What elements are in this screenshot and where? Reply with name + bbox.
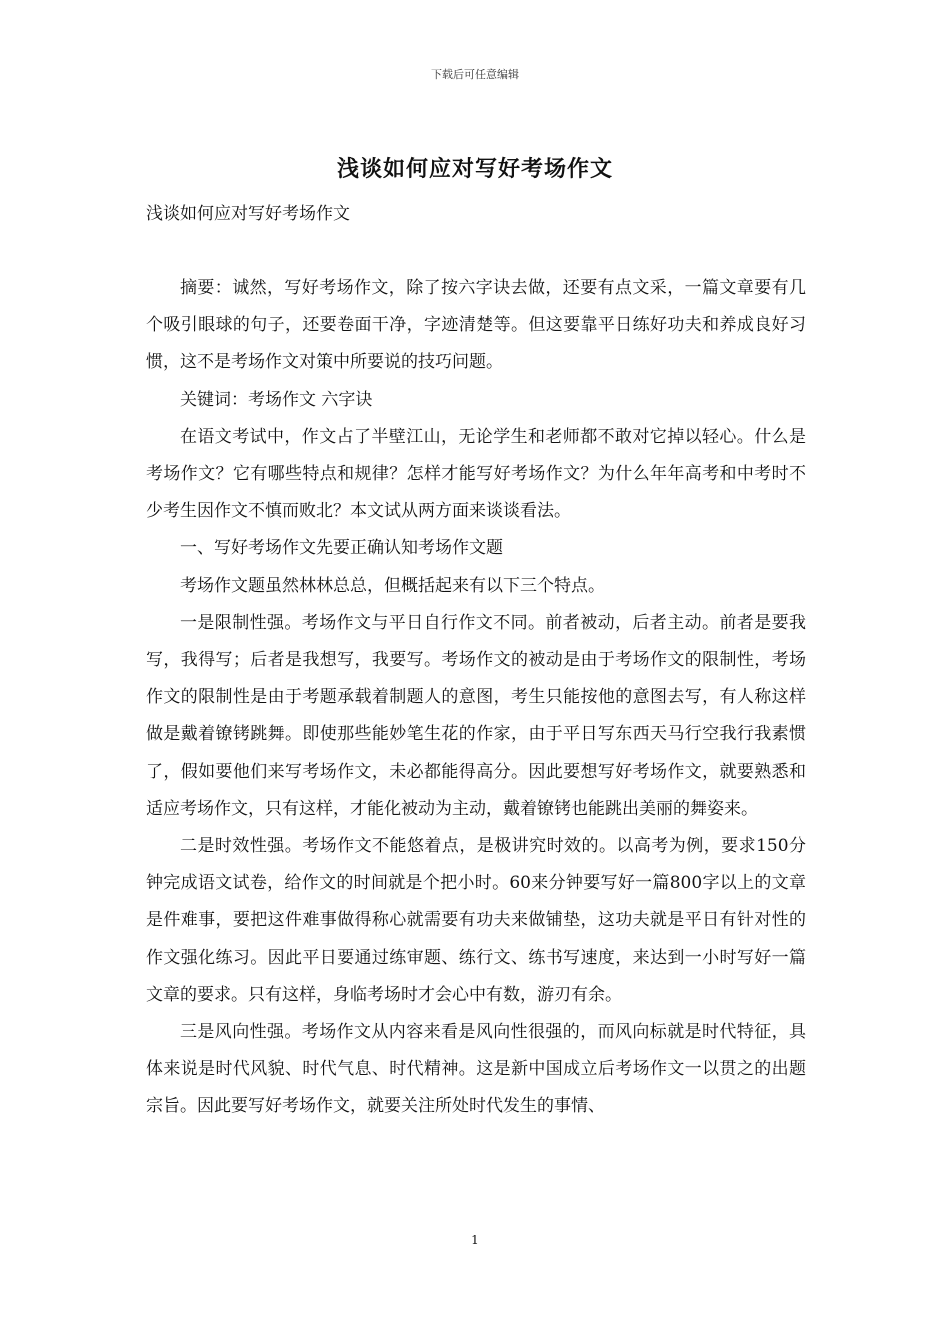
page-number: 1	[471, 1233, 479, 1247]
abstract-paragraph: 摘要：诚然，写好考场作文，除了按六字诀去做，还要有点文采，一篇文章要有几个吸引眼球的句子，还要卷面干净，字迹清楚等。但这要靠平日练好功夫和养成良好习惯，这不是考场作文对策中所要说的技巧问题。	[146, 278, 806, 373]
document-body	[146, 270, 806, 1126]
keywords-paragraph: 关键词：考场作文 六字诀	[180, 389, 373, 410]
body-paragraph: 考场作文题虽然林林总总，但概括起来有以下三个特点。	[180, 575, 605, 596]
body-paragraph: 二是时效性强。考场作文不能悠着点，是极讲究时效的。以高考为例，要求150分钟完成语文试卷，给作文的时间就是个把小时。60来分钟要写好一篇800字以上的文章是件难事，要把这件难事做得称心就需要有功夫来做铺垫，这功夫就是平日有针对性的作文强化练习。因此平日要通过练审题、练行文、练书写速度，来达到一小时写好一篇文章的要求。只有这样，身临考场时才会心中有数，游刃有余。	[146, 836, 806, 1005]
header-note: 下载后可任意编辑	[431, 68, 519, 81]
body-paragraph: 一是限制性强。考场作文与平日自行作文不同。前者被动，后者主动。前者是要我写，我得写；后者是我想写，我要写。考场作文的被动是由于考场作文的限制性，考场作文的限制性是由于考题承载着制题人的意图，考生只能按他的意图去写，有人称这样做是戴着镣铐跳舞。即使那些能妙笔生花的作家，由于平日写东西天马行空我行我素惯了，假如要他们来写考场作文，未必都能得高分。因此要想写好考场作文，就要熟悉和适应考场作文，只有这样，才能化被动为主动，戴着镣铐也能跳出美丽的舞姿来。	[146, 612, 806, 819]
document-subtitle: 浅谈如何应对写好考场作文	[146, 204, 350, 224]
document-title: 浅谈如何应对写好考场作文	[336, 156, 613, 182]
body-paragraph: 三是风向性强。考场作文从内容来看是风向性很强的，而风向标就是时代特征，具体来说是时代风貌、时代气息、时代精神。这是新中国成立后考场作文一以贯之的出题宗旨。因此要写好考场作文，就要关注所处时代发生的事情、	[146, 1022, 806, 1117]
body-paragraph: 在语文考试中，作文占了半壁江山，无论学生和老师都不敢对它掉以轻心。什么是考场作文？它有哪些特点和规律？怎样才能写好考场作文？为什么年年高考和中考时不少考生因作文不慎而败北？本文试从两方面来谈谈看法。	[146, 426, 806, 522]
section-heading: 一、写好考场作文先要正确认知考场作文题	[180, 538, 503, 559]
